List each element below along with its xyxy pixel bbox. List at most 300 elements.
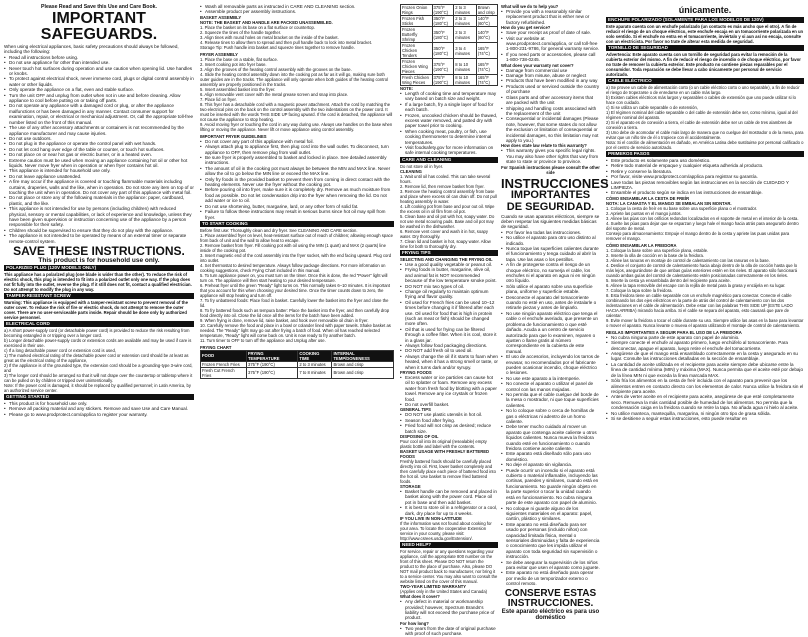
list-item: 1. Place the basket on its base on a flat surface or countertop. xyxy=(200,24,315,30)
list-item: 3. Alinee las ranuras en montaje de control de calentamiento con las ranuras en la base. xyxy=(606,257,770,263)
list-item: • La cantidad de aceite utilizada en el recipiente para aceite siempre debe ubicarse entre la línea de cantidad mínima (MIN) y máxima (MAX). Nunca permita que el aceite esté por debajo de la línea MIN ni que exceda la línea marcada MAX. xyxy=(606,362,804,378)
warranty-question: What does your warranty not cover? xyxy=(501,62,574,68)
list-item: 9. When frying is done, remove lid, raise basket, and hook over removable oil drain in fryer. xyxy=(200,317,369,323)
list-item: 5. Clean base and oil pot with hot, soapy water. Do not use metal scouring pads. Base and oil pot may be washed in the dishwasher. xyxy=(400,213,495,229)
chart-continued xyxy=(400,4,498,637)
cord-text: 3) Uno debe de acomodar el cable más largo de manera que no cuelgue del mostrador o de la mesa, para evitar que un niño tire de él o tropiece con él accidentalmente. xyxy=(606,130,804,140)
safeguards-intro: When using electrical appliances, basic safety precautions should always be followed, including the following: xyxy=(4,44,179,55)
list-item: • No use este aparato a la intemperie. xyxy=(501,376,600,381)
list-item: • Este aparato no está diseñado para operar por medio de un temporizador externo o control remoto. xyxy=(501,570,600,586)
list-item: • Extreme caution must be used when moving an appliance containing hot oil or other hot liquids. Never move fryer when in operation or when fryer contains hot oil. xyxy=(4,158,194,169)
spanish-polarized-text: Este aparato cuenta con un enchufe polarizado (un contacto es más ancho que el otro). A fin de reducir el riesgo de un choque eléctrico, este enchufe encaja en un tomacorriente polarizada en un solo sentido. Si el enchufe no entra en el tomacorriente, inviértalo y si aun así no encaja, consulte con un electricista. Por favor no trate de alterar esta medida de seguridad. xyxy=(606,24,804,44)
cord-text: Nota: Si el cordón de alimentación es dañado, en América Latina debe sustituirse por personal calificado o por el centro de servicio autorizado. xyxy=(606,140,804,150)
tamper-screw-text: Warning: This appliance is equipped with a tamper-resistant screw to prevent removal of the outer cover. To reduce the risk of fire or electric shock, do not attempt to remove the outer cover. There are no user-serviceable parts inside. Repair should be done only by authorized service personnel. xyxy=(4,300,188,321)
care-intro: Do not store oil in fryer. xyxy=(400,163,444,169)
list-item: • Consequential or incidental damages (Please note, however, that some states do not allow the exclusion or limitation of consequential or incidental damages, so this limitation may not apply to you.) xyxy=(501,116,600,143)
cord-text: c) If a long detachable power cord or extension cord is used, xyxy=(4,348,116,354)
list-item: 2. Remove lid, then remove basket from fryer. xyxy=(400,183,485,189)
table-cell: 7 to 8 minutes xyxy=(298,367,332,378)
cord-text: 3) The longer cord should be arranged so that it will not drape over the countertop or tabletop where it can be pulled on by children or tripped over unintentionally. xyxy=(4,373,193,384)
list-item: 3. Alinee las púas con los orificios redondos localizados en el soporte de metal en el interior de la cesta. xyxy=(606,215,799,221)
list-item: • Before pouring oil into fryer, make sure it is completely dry. Remove as much moisture from food as possible. Do not let condensation drip into the fryer when removing the lid. Do not add water or ice to oil. xyxy=(200,187,394,203)
warranty-sub: (Applies only in the United States and Canada) xyxy=(400,589,488,595)
table-cell: 2 to 3 minutes xyxy=(454,5,476,16)
column-header: COOKING TIME xyxy=(298,350,332,361)
table-cell: 350°F (180°C) xyxy=(432,27,454,43)
list-item: • Por favor, visite www.prodprotect.com/applica para registrar su garantía. xyxy=(606,174,804,179)
table-cell: 140°F (60°C) xyxy=(476,27,497,43)
storage-list xyxy=(400,489,498,516)
list-item: • Only fry foods in the provided basket to prevent them from coming in direct contact with the heating elements. Never use the fryer without the cooking pot. xyxy=(200,177,394,188)
spanish-guidelines-title: REGLAS IMPORTANTES A SEGUIR PARA EL USO DE LA FREIDORA xyxy=(606,329,742,335)
list-item: • Products that have been modified in any way xyxy=(501,78,600,83)
list-item: • If you need parts or accessories, please call 1-800-738-0245. xyxy=(501,52,600,63)
spanish-save-heading-1: CONSERVE ESTAS xyxy=(504,587,597,599)
basket-usage-text: Freshly battered foods should be carefully placed directly into oil. First, lower basket completely and then carefully place each piece of battered food into the hot oil. Use basket to remove fried battered foods. xyxy=(400,459,496,485)
column-2 xyxy=(200,4,394,628)
list-item: • Do not use outdoors. xyxy=(4,136,194,141)
table-row xyxy=(401,75,498,86)
list-item: • No utilice el aparato para otro uso distinto al indicado. xyxy=(501,235,600,246)
list-item: 8. This fryer has a detachable cord with a magnetic power attachment. Attach the cord by matching the two electrical pins on the back on the control assembly with the two indentations on the power cord. It must be inserted with the words THIS SIDE UP facing upward. If the cord is detached, the appliance will not cause the appliance to stop heating. xyxy=(200,101,393,122)
list-item: 4. Suelte las púas para dejar que se esparzan y luego hale el mango hacia atrás para asegurarlo dentro del soporte de metal. xyxy=(606,220,799,231)
list-item: • Assemble product per assembly instructions. xyxy=(200,9,394,14)
spanish-tamper-header: TORNILLO DE SEGURIDAD xyxy=(606,45,804,51)
warranty-question: What does it cover? xyxy=(400,594,440,600)
prep-list xyxy=(200,4,394,15)
list-item: • Only operate the appliance on a flat, even and stable surface. xyxy=(4,87,194,92)
cord-text: b) Existen cables eléctricos más largos y separables o cables de extensión que uno puede utilizar si lo hace con cuidado. xyxy=(606,95,796,105)
table-cell: 2 to 3 minutes xyxy=(298,361,332,367)
spanish-storage-tip: Consejo para almacenamiento: Empuje el mango dentro de la cesta y apriete las puas unidas para remover el mango. xyxy=(606,230,790,241)
list-item: • It is best to store oil in a refrigerator or a cool, dark, dry place for up to 4 weeks. xyxy=(400,505,498,516)
getting-started-header: GETTING STARTED xyxy=(4,394,194,400)
list-item: • Change oil regularly to maintain optimum frying and flavor quality. xyxy=(400,289,498,300)
list-item: 1. Coloque la base sobre una superficie plana, estable. xyxy=(606,247,709,253)
list-item: • Do not place or store any of the following materials in the appliance: paper, cardboard, plastic, and the like. xyxy=(4,195,194,206)
list-item: • Always attach plug to appliance first, then plug cord into the wall outlet. To disconnect, turn appliance to OFF, then remove plug from wall outlet. xyxy=(200,144,394,155)
list-item: 2. Insert cooking pot into fryer base. xyxy=(200,61,267,67)
list-item: • Frozen, uncooked chicken should be thawed, excess water removed, and patted dry with paper towel prior to cooking. xyxy=(400,113,498,129)
frying-foods-list xyxy=(400,375,498,407)
general-tips-list xyxy=(400,412,498,434)
spanish-safeguards-list xyxy=(501,230,600,587)
list-item: • If a large batch, fry a single layer of food for each batch. xyxy=(400,102,498,113)
list-item: • Any defect in material or workmanship provided; however, Spectrum Brands's liability will not exceed the purchase price of product. xyxy=(400,599,498,621)
table-cell: 165°F (74°C) xyxy=(476,59,497,75)
table-cell: 165°F (74°C) xyxy=(476,43,497,59)
list-item: • No deje el aparato sin vigilancia. xyxy=(501,462,600,467)
column-header: FOOD xyxy=(201,350,247,361)
household-use-note: This product is for household use only. xyxy=(38,257,160,265)
latitude-title: IF YOU LIVE IN NON-LATITUDE xyxy=(400,516,462,522)
spanish-first-steps-list xyxy=(606,158,804,196)
list-item: • Asegúrese de que el mango está ensamblado correctamente en la cesta y asegurado en su lugar. Consulte las instrucciones detalladas en la sección de ensamblaje. xyxy=(606,351,804,362)
spanish-intro: Cuando se usan aparatos eléctricos, siempre se deben respetar las siguientes medidas básicas de seguridad. xyxy=(501,213,600,230)
table-cell: Frozen Onion Rings xyxy=(401,5,433,16)
warranty-list xyxy=(501,148,600,164)
list-item: • Save your receipt as proof of date of sale. xyxy=(501,30,600,35)
table-header-row xyxy=(201,350,394,361)
table-row xyxy=(201,367,394,378)
list-item: • Do not use appliance for other than intended use. xyxy=(4,60,194,65)
list-item: • Never touch hot surfaces during operation and use caution when opening lid. Use handles or knobs. xyxy=(4,66,194,77)
list-item: • This warranty gives you specific legal rights. You may also have other rights that vary from state to state or province to province. xyxy=(501,148,600,164)
cord-text: a) Se provee un cable de alimentación corto (o un cable eléctrico corto o uno separable), a fin de reducir el riesgo de tropezarse o de enredarse en un cable más largo. xyxy=(606,85,800,95)
table-cell: 350°F (180°C) xyxy=(432,43,454,59)
list-item: • Remove all packing material and any stickers. Remove and save Use and Care Manual. xyxy=(4,406,194,411)
start-cooking-header: TO START COOKING xyxy=(200,221,394,227)
list-item: • Glass parts and other accessory items that are packed with the unit xyxy=(501,95,600,106)
list-item: 1. Wait until oil has cooled. This can take several hours. xyxy=(400,173,491,184)
chart-note-title: NOTE: xyxy=(400,86,414,91)
list-item: • Siempre conecte el enchufe al aparato primero, luego enchúfelo al tomacorriente. Para desconectar, apague el aparato, luego retire el enchufe del tomacorriente. xyxy=(606,340,804,351)
spanish-basket-steps xyxy=(606,206,804,231)
table-cell: Brown and crisp xyxy=(332,367,394,378)
table-row xyxy=(401,5,498,16)
cooking-steps xyxy=(200,228,394,343)
list-item: 2. Squeeze the tines of the handle together. xyxy=(200,29,282,35)
list-item: • Fried food will not crisp as desired; reduce batch size. xyxy=(400,423,498,434)
table-cell: 375°F (190°C) xyxy=(432,5,454,16)
list-item: • Do not plug in the appliance or operate the control panel with wet hands. xyxy=(4,141,194,146)
spanish-note: For Spanish instructions please consult the other side xyxy=(501,164,600,175)
frying-chart-table-continued xyxy=(400,4,498,86)
list-item: • Season food after frying. xyxy=(400,418,498,423)
list-item: • Antes de verter aceite en el recipiente para aceite, asegúrese de que esté completamente seco. Remueva la más cantidad posible de humedad de los alimentos. No permita que la condensación caiga en la freidora cuando se retire la tapa. No añada agua ni hielo al aceite. xyxy=(606,394,804,410)
electrical-cord-header: ELECTRICAL CORD xyxy=(4,321,194,327)
list-item: • Damage from misuse, abuse or neglect xyxy=(501,73,600,78)
cord-text: a) A short power-supply cord (or detachable power cord) is provided to reduce the risk resulting from becoming entangled in or tripping over a longer cord. xyxy=(4,328,190,339)
spanish-guidelines-list xyxy=(606,335,804,422)
list-item: • To protect against electrical shock, never immerse cord, plugs or digital control assembly in water or other liquids. xyxy=(4,76,194,87)
list-item: 1. Place assembled fryer on level, heat-resistant surface out of reach of children; allowing enough space from back of unit and the wall to allow heat to escape. xyxy=(200,232,393,243)
list-item: 1. Place the base on a stable, flat surface. xyxy=(200,56,278,62)
warranty-list xyxy=(501,30,600,62)
table-cell: Frozen French Fries xyxy=(201,361,247,367)
fryer-assembly-title: FRYER ASSEMBLY xyxy=(200,51,238,57)
table-cell: 375°F (190°C) xyxy=(432,59,454,75)
cord-text: Note: If the power cord is damaged, it should be replaced by qualified personnel; in Latin America, by an authorized service center. xyxy=(4,383,191,394)
table-cell: 2 to 3 minutes xyxy=(454,27,476,43)
list-item: 10. Carefully remove the food and place in a bowl or colander lined with paper towels. Shake basket as needed. The "Ready" light may go out after frying a batch of food. When oil has reached selected temperature, "Ready" light will come back on. Unit is now ready to fry another batch. xyxy=(200,322,391,338)
list-item: • Ensamble el producto según se indica en las instrucciones de ensamblaje. xyxy=(606,190,804,195)
list-item: • Use a good quality vegetable or peanut oil. xyxy=(400,262,498,267)
table-row xyxy=(401,43,498,59)
list-item: • Lave todas las piezas removibles según las instrucciones en la sección de CUIDADO Y LIMPIEZA. xyxy=(606,180,804,191)
warranty-title: TWO-YEAR LIMITED WARRANTY xyxy=(400,584,467,590)
cleaning-steps xyxy=(400,174,498,249)
table-cell: Frozen Chicken Tenders xyxy=(401,43,433,59)
list-item: 2. Inserte la olla de cocción en la base de la freidora. xyxy=(606,252,705,258)
list-item: • Si se desitiene a seguir estas instrucciones, esto puede resultar en xyxy=(606,416,804,421)
list-item: • Nunca toque las superficies calientes durante el funcionamiento y tenga cuidado al abrir la tapa. Use las asas o los pestillos. xyxy=(501,246,600,262)
warranty-list xyxy=(400,599,498,621)
cord-text: b) Longer detachable power-supply cords or extension cords are available and may be used if care is exercised in their use. xyxy=(4,338,192,349)
list-item: • A fire may occur if the appliance is covered or touching flammable materials including curtains, draperies, walls and the like, when in operation. Do not store any item on top of or touching the unit when in operation. Do not cover any part of this appliance with metal foil. xyxy=(4,179,194,195)
list-item: 6. Preheat fryer until the green "Ready" light turns on. This normally takes 6–10 minutes. It is important that you account for this when choosing your desired time. Once the timer counts down to zero, the appliance will stop heating and turn off. xyxy=(200,282,391,298)
column-3 xyxy=(400,4,609,637)
list-item: 6. Remove vent cover and wash it in hot, soapy water. Dry thoroughly. xyxy=(400,228,488,239)
table-cell: Brown and crisp xyxy=(476,5,497,16)
polarized-plug-header: POLARIZED PLUG (120V MODELS ONLY) xyxy=(4,265,194,271)
table-cell: 350°F (180°C) xyxy=(432,16,454,27)
list-item: • Oil used for French fries can be used 10–12 times before changing it if filtered after each use. Oil used for food that is high in protein (such as meat or fish) should be changed more often. xyxy=(400,300,498,327)
care-cleaning-header: CARE AND CLEANING xyxy=(400,157,498,163)
cord-text: 1) El régimen nominal del cable separable o del cable de extensión debe ser, como mínimo, igual al del régimen nominal del aparato. xyxy=(606,110,798,120)
warranty-question: How does state law relate to this warranty? xyxy=(501,143,587,149)
list-item: • Children should be supervised to ensure that they do not play with the appliance. xyxy=(4,228,194,233)
frying-tips-list xyxy=(400,262,498,370)
need-help-text: For service, repair or any questions regarding your appliance, call the appropriate 800 number on the front of this sheet. Please DO NOT return the product to the place of purchase. Also, please DO NOT mail product back to manufacturer, nor bring it to a service center. You may also want to consult the website listed on the cover of this manual. xyxy=(400,549,498,585)
table-row xyxy=(401,27,498,43)
list-item: • Please go to www.prodprotect.com/applica to register your warranty. xyxy=(4,412,194,417)
list-item: 9. Avoid moving fryer or touching the cord in any way during use. Always use handles on the base when lifting or moving the appliance. Never lift or move appliance using control assembly. xyxy=(200,121,393,132)
list-item: 9. Evite mover la freidora o tocar el cable durante su uso. Siempre utilice las asas en la base para levantar o mover el aparato. Nunca levante o mueva el aparato utilizando el montaje de control de calentamiento. xyxy=(606,317,804,328)
table-row xyxy=(401,16,498,27)
list-item: 2. Apriete las puntas en el mango juntos. xyxy=(606,210,682,216)
spanish-heading-3: DE SEGURIDAD. xyxy=(506,200,595,213)
list-item: • Do not let cord hang over edge of the table or counter, or touch hot surfaces. xyxy=(4,147,194,152)
table-cell: 8 to 10 minutes xyxy=(454,59,476,75)
list-item: • Puede ocurrir un incendio si el aparato está cubierto o material inflamable, incluyendo las cortinas, paredes y similares, cuando está en funcionamiento. No guarde ningún objeto en la parte superior o tocar la unidad cuando está en funcionamiento. No cubra ninguna parte de este aparato con papel de aluminio. xyxy=(501,468,600,506)
list-item: • Sólo fría los alimentos en la cesta de freír incluida con el aparato para prevenir que los alimentos entren en contacto directo con los elementos de calor. Nunca utilice la freidora sin el recipiente para aceite. xyxy=(606,378,804,394)
list-item: • Damage from commercial use xyxy=(501,68,600,73)
list-item: • Sólo utilice el aparato sobre una superficie plana, uniforme y superficie estable. xyxy=(501,284,600,295)
list-item: 8. To fry battered foods such as tempura batter: Place the basket into the fryer, and then carefully drop food directly into oil. Close the lid once all the items for the batch have been added. xyxy=(200,307,390,318)
need-help-header: NEED HELP? xyxy=(400,542,498,548)
spanish-first-steps-header: PRIMEROS PASOS xyxy=(606,151,804,157)
basket-usage-title: BASKET USAGE WITH FRESHLY BATTERED FOODS xyxy=(400,449,490,460)
table-row xyxy=(401,59,498,75)
spanish-household-note: Este aparato eléctrico es para uso doméstico xyxy=(501,608,600,621)
list-item: 4. Release tines to allow them to spread and then pull handle back to lock into metal bracket. xyxy=(200,39,373,45)
list-item: 7. To fry unbattered foods: Place food in basket. Carefully lower the basket into the fryer and close the lid. xyxy=(200,297,389,308)
list-item: • Length of cooking time and temperature may vary based on batch size and weight. xyxy=(400,91,498,102)
table-cell: 140°F (60°C) xyxy=(476,16,497,27)
list-item: • DO NOT mix two types of oil. xyxy=(400,284,498,289)
list-item: • Por favor lea todas las instrucciones. xyxy=(501,230,600,235)
list-item: 7. Clean lid and basket in hot, soapy water. Allow time for both to thoroughly dry. xyxy=(400,238,491,249)
list-item: • A fin de protegerse contra el riesgo de un choque eléctrico, no sumerja el cable, los enchufes ni el aparato en agua ni en ningún otro líquido. xyxy=(501,262,600,284)
spanish-basket-note: NOTA: LA CANASTA Y EL MANGO SE EMBALAN SIN MONTAR. xyxy=(606,200,732,206)
column-1 xyxy=(4,4,194,628)
spanish-tamper-text: Advertencia: Este aparato cuenta con un tornillo de seguridad para evitar la remoción de la cubierta exterior del mismo. A fin de reducir el riesgo de incendio o de choque eléctrico, por favor no trate de remover la cubierta exterior. Este producto no contiene piezas reparables por el consumidor. Toda reparación se debe llevar a cabo únicamente por personal de servicio autorizado. xyxy=(606,52,801,77)
chart-notes xyxy=(400,91,498,156)
table-cell: Frozen Chicken Wing Pieces xyxy=(401,59,433,75)
list-item: 8. Esta freidora tiene un cable separable con un enchufe magnético para conectar. Conecte el cable combinando los dos ejes eléctricos en la parte de atrás del control de calentamiento con los dos indentaciones en el cable de alimentación. Debe estar con las palabras THIS SIDE UP (ESTE LADO HACIA ARRIBA) mirando hacia arriba. Si el cable se separa del aparato, esto causará que pare de calentar. xyxy=(606,292,793,318)
list-item: • Basket handle can be removed and placed in basket along with the power cord. Place oil pot in base and then add basket. xyxy=(400,489,498,505)
warranty-question: How do you get service? xyxy=(501,25,551,31)
list-item: • Excess water or ice particles can cause hot oil to splatter or foam. Remove any excess water from fresh food by blotting with a paper towel. Remove any ice crystals or frozen food. xyxy=(400,375,498,402)
tamper-screw-header: TAMPER-RESISTANT SCREW xyxy=(4,293,194,299)
list-item: • No use ningún aparato eléctrico que tenga el cable o el enchufe averiado, que presente un problema de funcionamiento o que esté dañado. Acuda a un centro de servicio autorizado para que lo examinen, reparen o ajusten o llame gratis al número correspondiente en la cubierta de este manual. xyxy=(501,311,600,354)
list-item: • Read all instructions before using. xyxy=(4,55,194,60)
list-item: • The amount of oil in the cooking pot must always be between the MIN and MAX line. Never allow the oil to go below the MIN line or exceed the MAX line. xyxy=(200,166,394,177)
spanish-polarized-header: ENCHUFE POLARIZADO (SOLAMENTE PARA LOS MODELOS DE 120V) xyxy=(606,17,804,23)
cord-text: 1) The marked electrical rating of the detachable power cord or extension cord should be at least as great as the electrical rating of the appliance, xyxy=(4,353,189,364)
list-item: • Este producto es solamente para uso doméstico. xyxy=(606,158,804,163)
list-item: • No utilice manteca, mantequilla, margarina, ni ningún otro tipo de grasa sólida. xyxy=(606,411,804,416)
storage-tip: Storage Tip: Push handle into basket and squeeze tines together to remove handle. xyxy=(200,44,355,50)
list-item: • Two years from the date of original purchase with proof of such purchase. xyxy=(400,626,498,637)
warranty-list xyxy=(501,9,600,25)
list-item: • Products used or serviced outside the country of purchase xyxy=(501,84,600,95)
getting-started-list xyxy=(4,401,194,417)
spanish-save-heading-2: INSTRUCCIONES. xyxy=(507,597,594,609)
cord-text: 2) Si el aparato es de conexión a tierra, el cable de extensión debe ser un cable de tres alambres de conexión a tierra. xyxy=(606,120,793,130)
list-item: • This appliance is intended for household use only. xyxy=(4,168,194,173)
frying-foods-title: FRYING FOODS xyxy=(400,370,432,375)
list-item: 5. To turn appliance power on, you must turn on the timer. Once this is done, the red "Power" light will turn on. The appliance will then start heating to your desired temperature. xyxy=(200,272,388,283)
list-item: 3. Insert magnetic end of the cord assembly into the fryer socket, with the end facing upward. Plug cord into outlet. xyxy=(200,252,392,263)
cord-text: c) Si se utiliza un cable separable o de extensión, xyxy=(606,105,698,110)
list-item: • Do not overfill basket. xyxy=(400,402,498,407)
list-item: • Visit our website at www.prodprotect.com/applica, or call toll-free 1-800-231-9786, for general warranty service. xyxy=(501,36,600,52)
table-cell: 2 to 3 minutes xyxy=(454,16,476,27)
read-save-note: Please Read and Save this Use and Care Book. xyxy=(41,4,157,10)
list-item: 4. Set thermostat to desired temperature. Always follow package directions. For more information on cooking suggestions, check Frying Chart included in this manual. xyxy=(200,262,386,273)
list-item: 4. Slide the heating control assembly down into the cooking pot as far as it will go, making sure both outer guides are in the tracks. The appliance will only operate when both guides of the heating control assembly are properly positioned in the tracks. xyxy=(200,71,389,87)
list-item: 7. Place lid on fryer. xyxy=(200,96,237,102)
safeguards-list xyxy=(4,55,194,244)
basket-assembly-title: BASKET ASSEMBLY xyxy=(200,14,242,20)
table-cell: 3 to 4 minutes xyxy=(454,43,476,59)
list-item: • Do not place on or near hot gas or electric burner, or in a heated oven. xyxy=(4,152,194,157)
list-item: 3. Remove the heating control assembly from base and place where excess oil can drain off. Do not pull heating assembly in water. xyxy=(400,188,497,204)
list-item: • This product is for household use only. xyxy=(4,401,194,406)
list-item: • Retire y conserve la literatura. xyxy=(606,169,804,174)
frying-tips-header: FRYING TIPS xyxy=(400,250,498,256)
list-item: 7. Coloque la tapa sobre la freidora. xyxy=(606,287,673,293)
unicamente-text: únicamente. xyxy=(678,5,732,15)
list-item: • Failure to follow these instructions may result in serious burns since hot oil may spill from fryer. xyxy=(200,209,394,220)
list-item: • El uso de accesorios, incluyendo los tarros de envasar, no recomendados por el fabricante pueden ocasionar incendio, choque eléctrico o lesiones. xyxy=(501,354,600,376)
table-cell: 165°F (74°C) xyxy=(476,75,497,86)
list-item: • Do not leave appliance unattended. xyxy=(4,174,194,179)
disposing-oil-title: DISPOSING OF OIL xyxy=(400,434,439,440)
polarized-plug-text: This appliance has a polarized plug (one blade is wider than the other). To reduce the risk of electric shock, this plug is intended to fit into a polarized outlet only one way. If the plug does not fit fully into the outlet, reverse the plug. If it still does not fit, contact a qualified electrician. Do not attempt to modify the plug in any way. xyxy=(4,272,192,293)
latitude-text: If the information was not found about cooking for your area. To locate the cooperative Extension service in your county, please visit: http://www.csrees.usda.gov/Extension/. xyxy=(400,521,492,542)
list-item: • Se debe asegurar la supervisión de los niños para evitar que usen el aparato como juguete. xyxy=(501,560,600,571)
spanish-cord-header: CABLE ELÉCTRICO xyxy=(606,78,804,84)
fryer-steps xyxy=(200,57,394,132)
list-item: • Turn the unit OFF and unplug from outlet when not in use and before cleaning. Allow appliance to cool before putting on or taking off parts. xyxy=(4,93,194,104)
cord-text: 2) If the appliance is of the grounded type, the extension cord should be a grounding-type 3-wire cord, and xyxy=(4,363,193,374)
list-item: • Wash all removable parts as instructed in CARE AND CLEANING section. xyxy=(200,4,394,9)
spanish-basket-title: CÓMO ENSAMBLAR LA CESTA DE FREÍR xyxy=(606,195,690,201)
list-item: • Oil that is used for frying can be filtered through a coffee filter. When it is cool, store it in a glass jar. xyxy=(400,327,498,343)
list-item: 2. Remove basket from fryer. Fill cooking pot with oil using the MIN (1 quart) and MAX (2 quarts) line inside of the cooking pot. xyxy=(200,242,386,253)
list-item: • The use of any other accessory attachments or containers is not recommended by the appliance manufacturer and may cause injuries. xyxy=(4,125,194,136)
list-item: • No cubra ninguna parte de este aparato con papel de aluminio. xyxy=(606,335,804,340)
list-item: • DO NOT use plastic utensils in hot oil. xyxy=(400,412,498,417)
table-cell: Fresh Cut French Fries xyxy=(201,367,247,378)
frying-chart-title: FRYING CHART xyxy=(200,344,232,350)
list-item: • Desconecte el aparato del tomacorriente cuando no esté en uso, antes de instalarle o retirarle piezas y antes de limpiarlo. xyxy=(501,295,600,311)
cleaning-title: CLEANING xyxy=(400,168,422,174)
spanish-heading-1: INSTRUCCIONES xyxy=(501,175,609,191)
list-item: • No coloque ni guarde alguno de los siguientes materiales en el aparato: papel, cartón, plástico y similares. xyxy=(501,506,600,522)
list-item: 3. Align tines with round holes on metal bracket on the inside of the basket. xyxy=(200,34,339,40)
frying-oil-subtitle: SELECTING AND CHANGING THE FRYING OIL xyxy=(400,256,493,262)
list-item: • When cooking meat, poultry, or fish, use cooking thermometer to determine internal temperatures. xyxy=(400,129,498,145)
list-item: • Do not cover any part of this appliance with metal foil. xyxy=(200,139,394,144)
save-instructions-heading: SAVE THESE INSTRUCTIONS. xyxy=(13,244,185,259)
warranty-and-spanish xyxy=(501,4,609,637)
warranty-question: For how long? xyxy=(400,620,429,626)
table-cell: Brown and crisp xyxy=(332,361,394,367)
general-tips-title: GENERAL TIPS xyxy=(400,407,431,413)
warranty-list xyxy=(501,68,600,144)
important-safeguards-heading: IMPORTANT SAFEGUARDS. xyxy=(40,10,158,43)
list-item: • No lo coloque sobre o cerca de hornillas de gas o eléctricas ni adentro de un horno caliente. xyxy=(501,408,600,424)
table-cell: Fresh Chicken Wing Pieces xyxy=(401,75,433,86)
storage-title: STORAGE xyxy=(400,484,421,490)
list-item: 6. Alinee la tapa removible del escape con la rejilla de metal para la grasa y encájela en su lugar. xyxy=(606,282,786,288)
list-item: • Do not use shortening, butter, margarine, lard, or any other form of solid fat. xyxy=(200,204,394,209)
list-item: 5. Insert assembled basket into the fryer. xyxy=(200,86,276,92)
list-item: • This appliance is not intended for use by persons (including children) with reduced physical, sensory or mental capabilities, or lack of experience and knowledge, unless they have been given supervision or instruction concerning use of the appliance by a person responsible for their safety. xyxy=(4,206,194,228)
list-item: 4. Lift cooking pot from base and pour out oil. Wipe the excess oil in oil film from oil pot. xyxy=(400,203,495,214)
column-header: FRYING TEMPERATURE xyxy=(246,350,297,361)
guidelines-list xyxy=(200,139,394,220)
basket-assembly-note: NOTE: THE BASKET AND HANDLE ARE PACKED UNASSEMBLED. xyxy=(200,19,333,25)
table-cell: 375°F (190°C) xyxy=(432,75,454,86)
table-cell: 8 to 10 minutes xyxy=(454,75,476,86)
list-item: 3. Align the grooves of the heating control assembly with the grooves on the base. xyxy=(200,66,352,72)
list-item: • Frying foods in butter, margarine, olive oil, and animal fat is NOT recommended because of the low temperature smoke point. xyxy=(400,267,498,283)
disposing-oil-text: Pour cool oil into its original (resealable) empty plastic bottle and label with the contents. xyxy=(400,439,487,450)
list-item: • Do not operate any appliance with a damaged cord or plug, or after the appliance malfunctions or has been damaged in any manner. Contact consumer support for examination, repair, or electrical or mechanical adjustment. Or, call the appropriate toll-free number listed on the front of this manual. xyxy=(4,103,194,125)
list-item: 1. Coloque la cesta de freír en su base sobre una superficie plana o el mostrador. xyxy=(606,205,758,211)
list-item: • Provide you with a reasonably similar replacement product that is either new or factory refurbished. xyxy=(501,9,600,25)
list-item: • Shipping and handling costs associated with the replacement of the unit xyxy=(501,106,600,117)
list-item: • No conecte el aparato o utilizar el panel de control con las manos mojadas. xyxy=(501,381,600,392)
list-item: Before first use: Thoroughly clean and dry fryer. See CLEANING AND CARE section. xyxy=(200,227,358,233)
spanish-fryer-title: CÓMO ENSAMBLAR LA FREIDORA xyxy=(606,242,677,248)
basket-steps xyxy=(200,25,394,45)
list-item: • Be sure fryer is properly assembled to basket and locked in place. See detailed assembly instructions. xyxy=(200,155,394,166)
list-item: 5. Inserte la cesta ya ensamblada dentro del recipiente para aceite. xyxy=(606,277,731,283)
list-item: • Always change the oil if it starts to foam when heated, when it has a strong smell or taste, or when it turns dark and/or syrupy. xyxy=(400,354,498,370)
table-cell: Frozen Butterfly Shrimp xyxy=(401,27,433,43)
list-item: • Este aparato está diseñado sólo para uso doméstico. xyxy=(501,451,600,462)
list-item: • The appliance is not intended to be operated by means of an external timer or separate remote-control system. xyxy=(4,233,194,244)
list-item: • Always follow food packaging directions. xyxy=(400,343,498,348)
list-item: • Retire todo material de empaque y cualquier etiqueta adherida al producto. xyxy=(606,163,804,168)
list-item: • DO NOT add fresh oil to used oil. xyxy=(400,348,498,353)
frying-chart-table xyxy=(200,350,394,379)
list-item: 6. Align removable vent cover with the metal grease screen and snap into place. xyxy=(200,91,349,97)
column-4 xyxy=(606,4,804,628)
spanish-fryer-steps xyxy=(606,248,804,328)
table-cell: Frozen Fish Sticks xyxy=(401,16,433,27)
warranty-question: What will we do to help you? xyxy=(501,4,559,9)
list-item: 11. Turn timer to OFF to turn off the appliance and Unplug after use. xyxy=(200,337,326,343)
list-item: • Este aparato no está diseñado para ser usado por personas (incluido niños) con capacidad limitada física, mental o sensoriales disminuidas y falta de experiencia o conocimiento que les impida utilizar el aparato con toda seguridad sin supervisión o instrucción. xyxy=(501,522,600,560)
table-cell: 375°F (190°C) xyxy=(246,367,297,378)
list-item: • No permita que el cable cuelgue del borde de la mesa o mostrador, ni que toque superficies calientes. xyxy=(501,392,600,408)
guidelines-title: IMPORTANT FRYER GUIDELINES xyxy=(200,133,267,139)
spanish-heading-2: IMPORTANTES xyxy=(510,188,591,201)
warranty-list xyxy=(400,626,498,637)
column-header: INTERNAL TEMP/DONENESS xyxy=(332,350,394,361)
list-item: • Visit foodsafety.gov for more information on safe internal cooking temperatures. xyxy=(400,145,498,156)
list-item: • Debe tener mucho cuidado al mover un aparato que contenga aceite caliente u otros líquidos calientes. Nunca mueva la freidora cuando esté en funcionamiento o cuando freidora contiene aceite caliente. xyxy=(501,424,600,451)
list-item: 4. Deslice el conjunto de control de calentamiento hacia abajo dentro de la olla de cocción hasta que lo más lejos, asegurándose de que ambas guías exteriores estén en los rieles. El aparato sólo funcionará cuando ambas guías del control de calentamiento estén posicionadas correctamente en los rieles. xyxy=(606,262,798,278)
table-cell: 375°F (190°C) xyxy=(246,361,297,367)
